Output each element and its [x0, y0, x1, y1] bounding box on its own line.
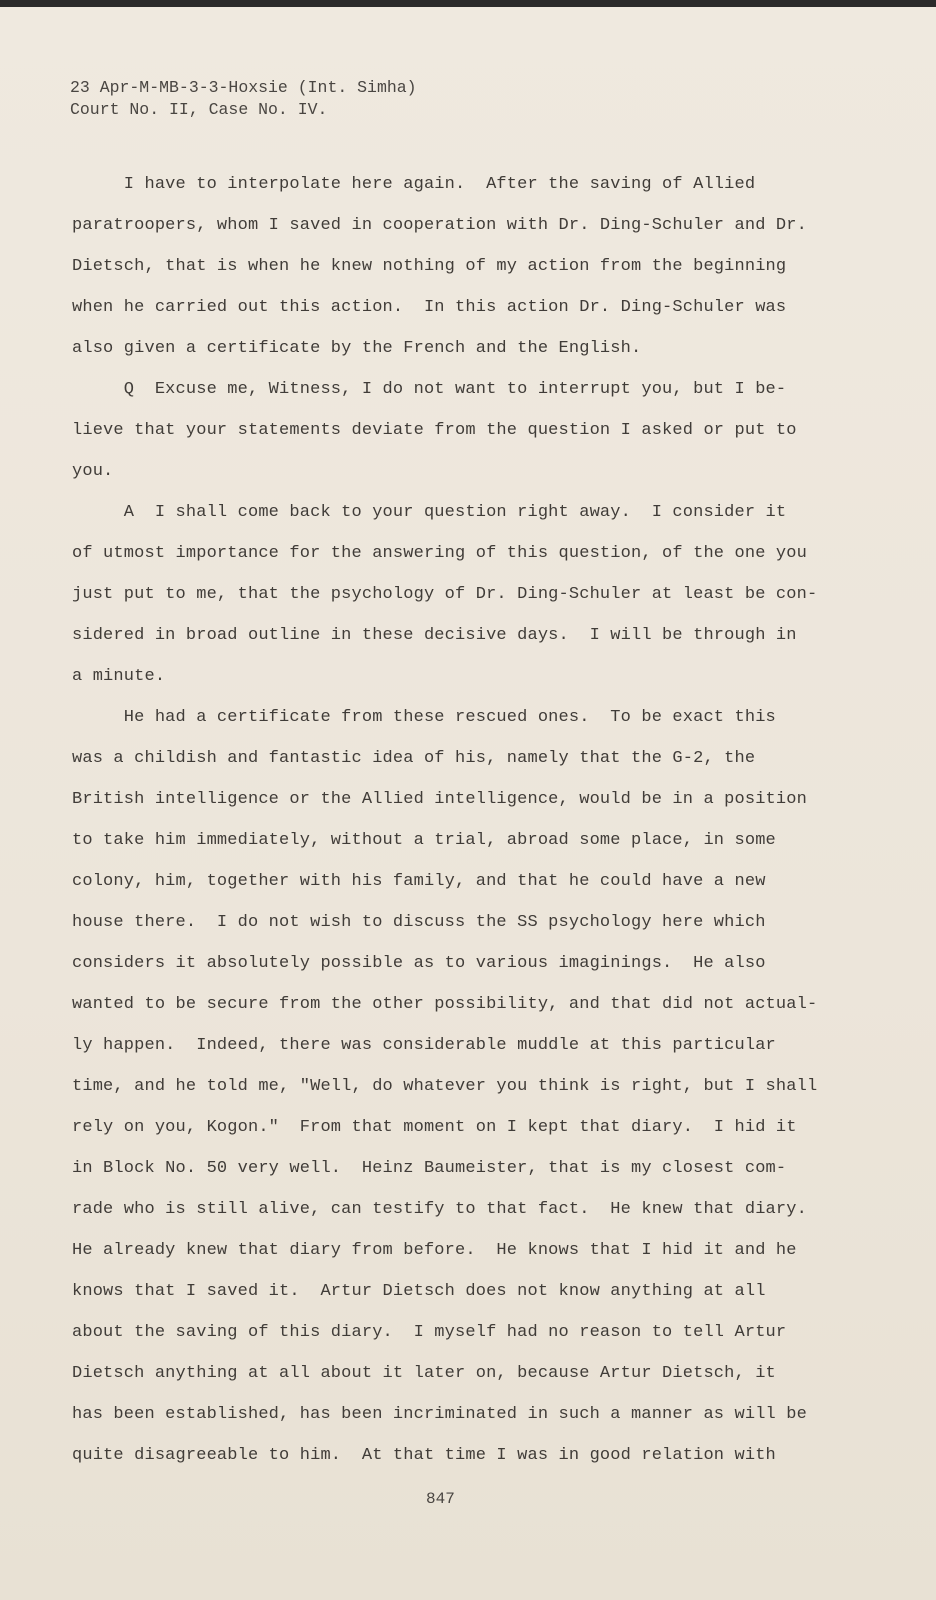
- transcript-line: Q Excuse me, Witness, I do not want to interrupt you, but I be-: [72, 380, 787, 399]
- transcript-line: about the saving of this diary. I myself had no reason to tell Artur: [72, 1323, 787, 1342]
- transcript-line: rely on you, Kogon." From that moment on I kept that diary. I hid it: [72, 1118, 797, 1137]
- transcript-line: He had a certificate from these rescued ones. To be exact this: [72, 708, 776, 727]
- transcript-line: you.: [72, 462, 114, 481]
- transcript-line: sidered in broad outline in these decisive days. I will be through in: [72, 626, 797, 645]
- page-number: 847: [426, 1490, 455, 1508]
- transcript-line: quite disagreeable to him. At that time I was in good relation with: [72, 1446, 776, 1465]
- transcript-line: rade who is still alive, can testify to that fact. He knew that diary.: [72, 1200, 807, 1219]
- transcript-line: just put to me, that the psychology of Dr. Ding-Schuler at least be con-: [72, 585, 818, 604]
- transcript-line: British intelligence or the Allied intelligence, would be in a position: [72, 790, 807, 809]
- scan-top-edge: [0, 0, 936, 7]
- transcript-line: time, and he told me, "Well, do whatever you think is right, but I shall: [72, 1077, 818, 1096]
- transcript-line: A I shall come back to your question right away. I consider it: [72, 503, 787, 522]
- transcript-line: He already knew that diary from before. He knows that I hid it and he: [72, 1241, 797, 1260]
- transcript-line: lieve that your statements deviate from the question I asked or put to: [72, 421, 797, 440]
- transcript-line: in Block No. 50 very well. Heinz Baumeister, that is my closest com-: [72, 1159, 787, 1178]
- transcript-line: was a childish and fantastic idea of his, namely that the G-2, the: [72, 749, 756, 768]
- transcript-line: ly happen. Indeed, there was considerable muddle at this particular: [72, 1036, 776, 1055]
- transcript-line: house there. I do not wish to discuss the SS psychology here which: [72, 913, 766, 932]
- transcript-line: I have to interpolate here again. After the saving of Allied: [72, 175, 756, 194]
- transcript-line: also given a certificate by the French and the English.: [72, 339, 642, 358]
- transcript-line: has been established, has been incriminated in such a manner as will be: [72, 1405, 807, 1424]
- transcript-line: a minute.: [72, 667, 166, 686]
- document-page: [0, 7, 936, 1600]
- transcript-line: knows that I saved it. Artur Dietsch does not know anything at all: [72, 1282, 766, 1301]
- transcript-line: of utmost importance for the answering of this question, of the one you: [72, 544, 807, 563]
- header-line-1: 23 Apr-M-MB-3-3-Hoxsie (Int. Simha): [70, 78, 417, 97]
- transcript-line: colony, him, together with his family, and that he could have a new: [72, 872, 766, 891]
- transcript-line: Dietsch, that is when he knew nothing of my action from the beginning: [72, 257, 787, 276]
- transcript-line: when he carried out this action. In this action Dr. Ding-Schuler was: [72, 298, 787, 317]
- header-line-2: Court No. II, Case No. IV.: [70, 100, 328, 119]
- document-header: [70, 77, 417, 121]
- transcript-line: to take him immediately, without a trial, abroad some place, in some: [72, 831, 776, 850]
- transcript-line: Dietsch anything at all about it later on, because Artur Dietsch, it: [72, 1364, 776, 1383]
- transcript-line: considers it absolutely possible as to various imaginings. He also: [72, 954, 766, 973]
- transcript-line: paratroopers, whom I saved in cooperation with Dr. Ding-Schuler and Dr.: [72, 216, 807, 235]
- transcript-line: wanted to be secure from the other possibility, and that did not actual-: [72, 995, 818, 1014]
